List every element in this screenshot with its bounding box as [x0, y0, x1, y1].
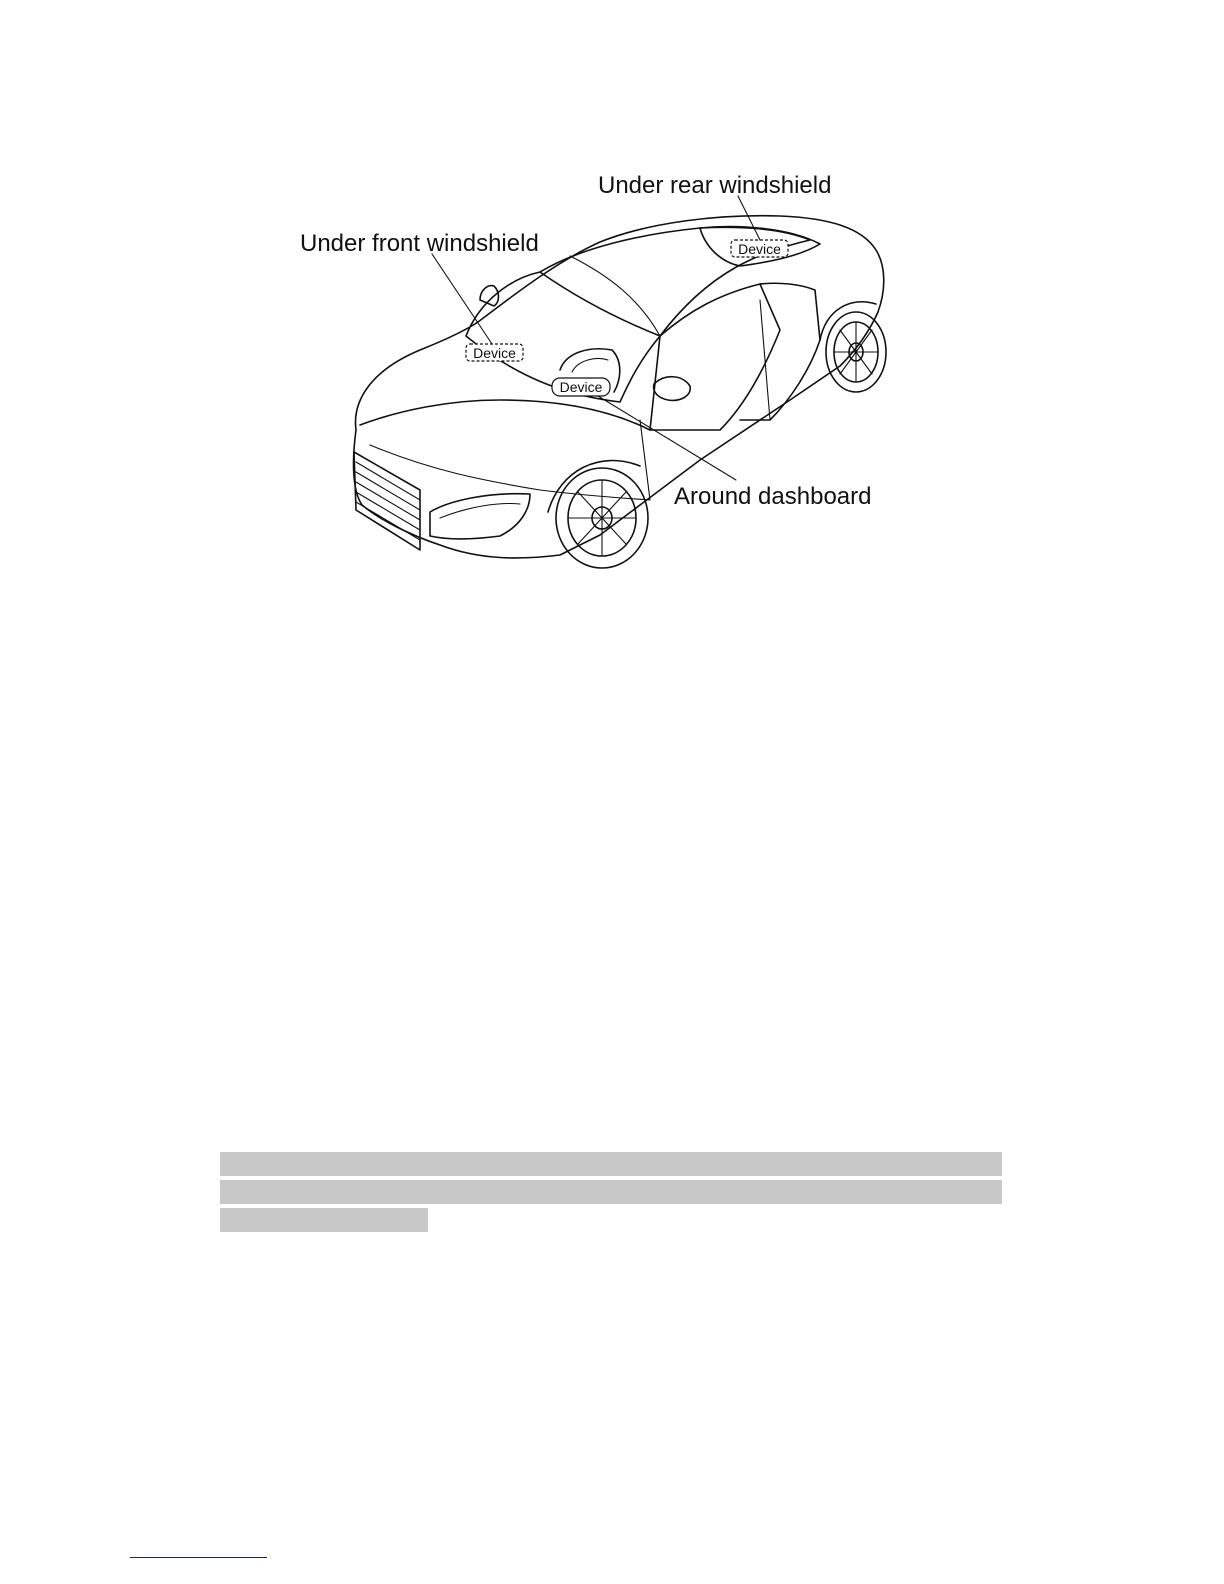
device-box-dashboard	[552, 378, 610, 396]
redacted-line-1	[220, 1152, 1002, 1176]
front-wheel	[556, 468, 648, 568]
callout-dashboard: Around dashboard	[674, 483, 872, 510]
front-grille	[354, 452, 420, 550]
callout-rear-windshield: Under rear windshield	[598, 172, 832, 199]
leader-line-rear	[738, 196, 760, 240]
redacted-line-2	[220, 1180, 1002, 1204]
leader-line-dashboard	[598, 396, 736, 480]
device-label-front: Device	[473, 345, 516, 361]
device-box-rear	[731, 240, 788, 257]
car-placement-diagram	[0, 0, 1224, 620]
device-label-dashboard: Device	[559, 379, 603, 395]
device-box-front	[466, 344, 523, 361]
device-label-rear: Device	[738, 241, 781, 257]
redacted-line-3	[220, 1208, 428, 1232]
car-illustration	[354, 216, 886, 568]
footer-rule	[130, 1557, 267, 1558]
rear-wheel	[826, 312, 886, 392]
callout-front-windshield: Under front windshield	[300, 230, 539, 257]
